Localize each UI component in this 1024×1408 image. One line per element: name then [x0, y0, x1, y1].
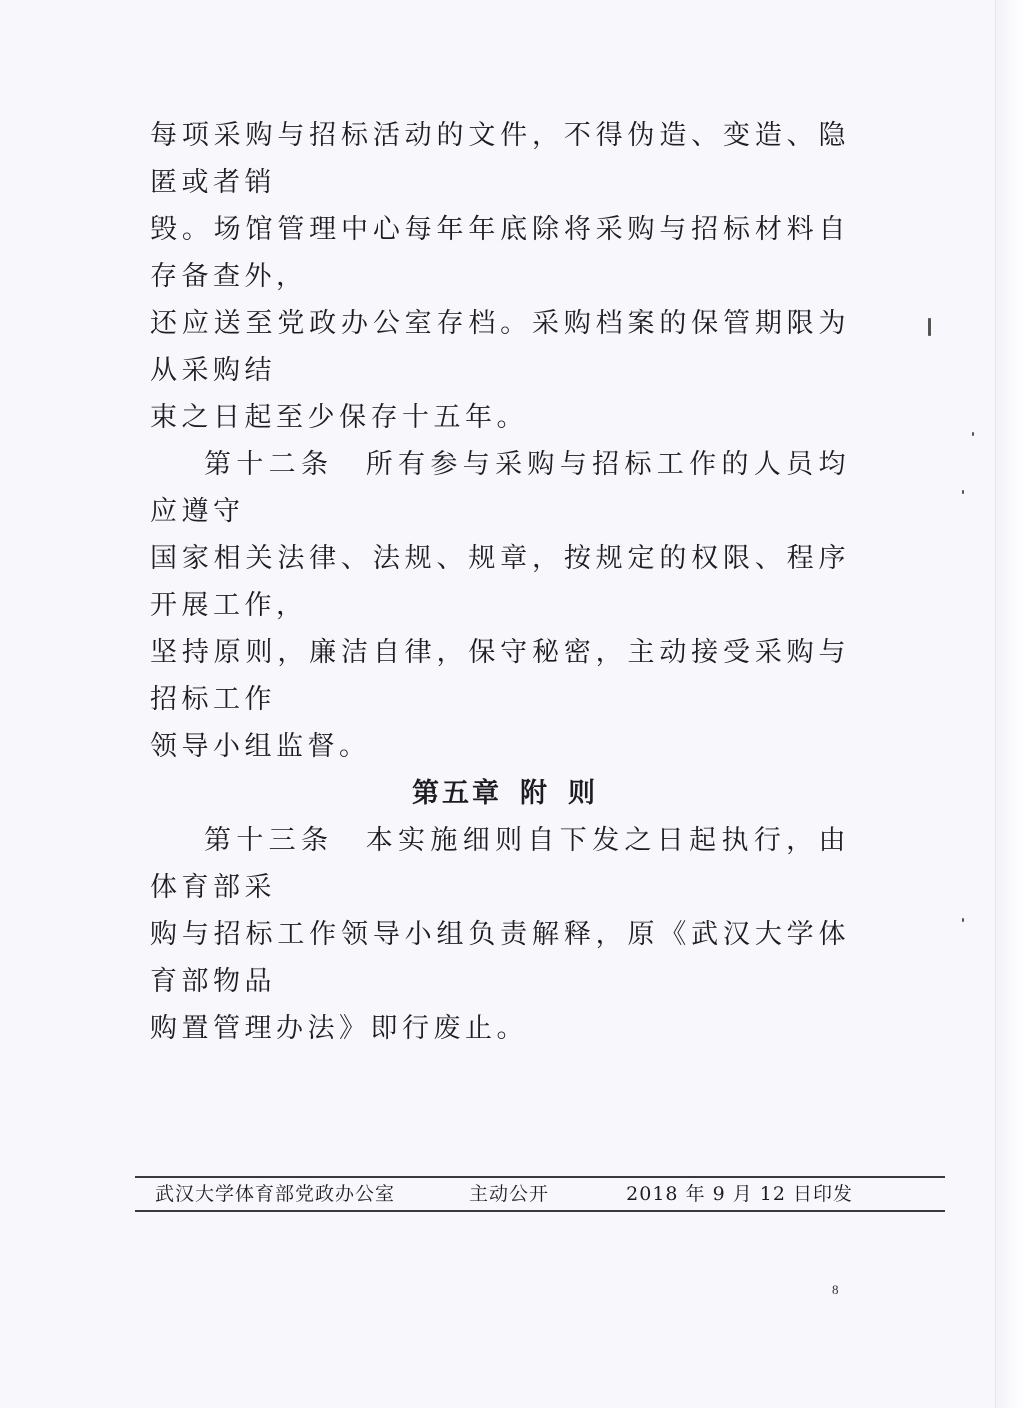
- article-12: [150, 441, 850, 770]
- text-line: 购与招标工作领导小组负责解释，原《武汉大学体育部物品: [150, 919, 850, 997]
- text-line: 坚持原则，廉洁自律，保守秘密，主动接受采购与招标工作: [150, 637, 850, 715]
- text-line: 国家相关法律、法规、规章，按规定的权限、程序开展工作，: [150, 543, 850, 621]
- page-number: 8: [832, 1282, 839, 1297]
- footer-issuer: 武汉大学体育部党政办公室: [155, 1183, 396, 1205]
- article-13: [150, 817, 850, 1052]
- text-line: 第十三条 本实施细则自下发之日起执行，由体育部采: [150, 825, 850, 903]
- text-line: 购置管理办法》即行废止。: [150, 1013, 528, 1044]
- text-line: 还应送至党政办公室存档。采购档案的保管期限为从采购结: [150, 308, 850, 386]
- text-line: 每项采购与招标活动的文件，不得伪造、变造、隐匿或者销: [150, 120, 850, 198]
- document-footer: [135, 1176, 945, 1212]
- paragraph-archive-retention: [150, 112, 850, 441]
- text-line: 第十二条 所有参与采购与招标工作的人员均应遵守: [150, 449, 850, 527]
- scan-speck: [962, 490, 964, 494]
- scan-speck: [972, 432, 974, 436]
- scan-speck: [928, 318, 931, 336]
- chapter-number: 第五章: [412, 778, 502, 809]
- document-body: [150, 112, 850, 1052]
- chapter-name-part: 则: [568, 778, 598, 809]
- scan-speck: [962, 918, 964, 922]
- text-line: 束之日起至少保存十五年。: [150, 402, 528, 433]
- text-line: 毁。场馆管理中心每年年底除将采购与招标材料自存备查外，: [150, 214, 850, 292]
- footer-disclosure: 主动公开: [469, 1183, 550, 1205]
- text-line: 领导小组监督。: [150, 731, 371, 762]
- scan-edge: [995, 0, 1024, 1408]
- footer-print-date: 2018 年 9 月 12 日印发: [626, 1183, 853, 1205]
- chapter-name-part: 附: [520, 778, 550, 809]
- chapter-heading: [150, 770, 850, 817]
